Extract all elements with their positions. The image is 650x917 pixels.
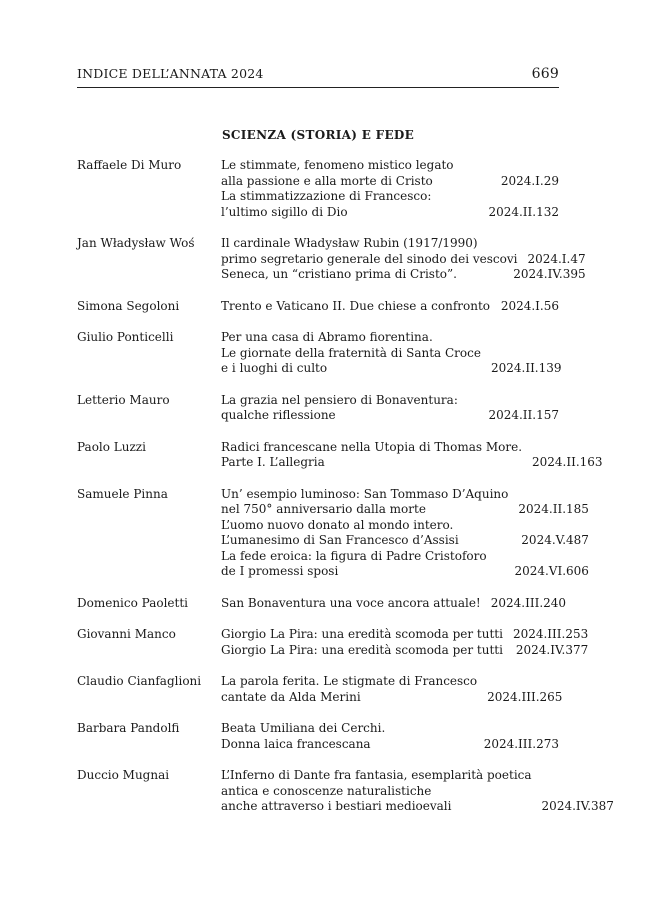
article-item [221, 643, 588, 659]
article-item [221, 393, 559, 424]
article-item [221, 596, 566, 612]
article-item [221, 440, 603, 471]
article-title-line: Seneca, un “cristiano prima di Cristo”. [221, 267, 457, 281]
author-name: Giulio Ponticelli [77, 330, 174, 344]
issue-reference: 2024.IV.377 [515, 642, 589, 657]
issue-reference: 2024.IV.387 [541, 799, 614, 813]
article-title [221, 518, 511, 549]
article-title [221, 627, 503, 643]
article-title-line: Donna laica francescana [221, 736, 371, 751]
article-title-line: Le stimmate, fenomeno mistico legato [221, 158, 454, 172]
author-name: Simona Segoloni [77, 298, 180, 313]
author-name: Letterio Mauro [77, 392, 170, 407]
article-title [221, 393, 478, 424]
running-title: INDICE DELL’ANNATA 2024 [77, 66, 264, 81]
article-item [221, 721, 559, 752]
article-item [221, 674, 562, 705]
article-list [221, 721, 559, 752]
article-list [221, 768, 614, 815]
article-title-line: primo segretario generale del sinodo dei vescovi [221, 251, 518, 266]
article-list [221, 674, 562, 705]
article-title [221, 643, 506, 659]
article-list [221, 236, 586, 283]
issue-reference: 2024.I.29 [500, 173, 559, 188]
author-name: Samuele Pinna [77, 486, 168, 501]
article-item [221, 236, 586, 267]
author-name: Duccio Mugnai [77, 768, 170, 782]
article-item [221, 549, 589, 580]
issue-reference: 2024.III.265 [487, 689, 563, 704]
article-title-line: L’umanesimo di San Francesco d’Assisi [221, 533, 459, 547]
article-title-line: Parte I. L’allegria [221, 455, 325, 469]
article-title-line: Un’ esempio luminoso: San Tommaso D’Aquino [221, 486, 509, 501]
article-item [221, 330, 562, 377]
issue-reference: 2024.V.487 [521, 533, 589, 547]
index-entry [77, 330, 562, 377]
author-name: Claudio Cianfaglioni [77, 674, 202, 688]
issue-reference: 2024.II.157 [488, 408, 559, 422]
index-entry [77, 768, 614, 815]
article-title [221, 768, 532, 815]
article-title-line: La parola ferita. Le stigmate di Francesco [221, 674, 478, 688]
article-title [221, 721, 474, 752]
index-entry [77, 158, 559, 220]
article-title-line: l’ultimo sigillo di Dio [221, 204, 348, 219]
article-title-line: Radici francescane nella Utopia di Thomas More. [221, 439, 523, 454]
article-title [221, 674, 477, 705]
article-list [221, 299, 559, 315]
issue-reference: 2024.II.139 [490, 361, 562, 375]
article-list [221, 393, 559, 424]
article-title-line: Per una casa di Abramo fiorentina. [221, 330, 433, 344]
article-title-line: L’uomo nuovo donato al mondo intero. [221, 517, 454, 532]
article-title-line: de I promessi sposi [221, 564, 339, 578]
issue-reference: 2024.II.185 [518, 502, 589, 516]
article-list [221, 330, 562, 377]
article-title [221, 549, 504, 580]
index-entry [77, 299, 559, 315]
index-entry [77, 236, 586, 283]
issue-reference: 2024.I.56 [500, 298, 559, 313]
issue-reference: 2024.III.253 [512, 627, 589, 641]
index-entry [77, 595, 567, 612]
article-title-line: nel 750° anniversario dalla morte [221, 502, 426, 516]
running-header [77, 66, 559, 82]
index-entry [77, 721, 559, 752]
article-title [221, 299, 491, 315]
article-title-line: La fede eroica: la figura di Padre Cristoforo [221, 548, 487, 563]
issue-reference: 2024.III.240 [490, 595, 567, 610]
article-title-line: L’Inferno di Dante fra fantasia, esemplarità poetica [221, 768, 532, 782]
article-item [221, 158, 559, 189]
article-title [221, 330, 481, 377]
article-title [221, 440, 522, 471]
article-title [221, 596, 481, 612]
article-list [221, 487, 589, 580]
article-title-line: Beata Umiliana dei Cerchi. [221, 721, 386, 735]
article-title-line: La stimmatizzazione di Francesco: [221, 189, 432, 203]
author-name: Barbara Pandolfi [77, 721, 180, 735]
article-title [221, 267, 503, 283]
author-name: Giovanni Manco [77, 627, 176, 641]
article-title-line: alla passione e alla morte di Cristo [221, 173, 433, 188]
article-item [221, 768, 614, 815]
article-title-line: Il cardinale Władysław Rubin (1917/1990) [221, 236, 478, 250]
article-title [221, 189, 478, 220]
article-title-line: antica e conoscenze naturalistiche [221, 783, 432, 798]
index-entry [77, 486, 589, 580]
page-number: 669 [531, 66, 559, 82]
index-entry [77, 439, 603, 471]
article-list [221, 158, 559, 220]
article-title-line: San Bonaventura una voce ancora attuale! [221, 595, 481, 610]
article-item [221, 299, 559, 315]
article-title [221, 158, 491, 189]
issue-reference: 2024.II.163 [532, 455, 603, 469]
article-title-line: e i luoghi di culto [221, 361, 328, 375]
article-item [221, 267, 586, 283]
article-title-line: cantate da Alda Merini [221, 689, 361, 704]
issue-reference: 2024.I.47 [527, 251, 586, 266]
article-title-line: La grazia nel pensiero di Bonaventura: [221, 392, 458, 407]
author-name: Jan Władysław Woś [77, 236, 195, 250]
article-title [221, 236, 517, 267]
issue-reference: 2024.VI.606 [514, 564, 589, 578]
article-title [221, 487, 508, 518]
article-list [221, 596, 566, 612]
issue-reference: 2024.IV.395 [513, 267, 586, 281]
article-list [221, 440, 603, 471]
author-name: Raffaele Di Muro [77, 158, 182, 172]
article-title-line: qualche riflessione [221, 408, 336, 422]
author-name: Domenico Paoletti [77, 595, 188, 610]
article-title-line: Le giornate della fraternità di Santa Croce [221, 345, 481, 360]
article-item [221, 627, 588, 643]
article-title-line: Giorgio La Pira: una eredità scomoda per tutti [221, 627, 503, 641]
article-title-line: Trento e Vaticano II. Due chiese a confronto [221, 298, 491, 313]
author-name: Paolo Luzzi [77, 439, 146, 454]
article-item [221, 518, 589, 549]
issue-reference: 2024.II.132 [488, 204, 559, 219]
section-title: SCIENZA (STORIA) E FEDE [221, 128, 415, 142]
issue-reference: 2024.III.273 [483, 736, 559, 751]
article-item [221, 189, 559, 220]
header-rule [77, 87, 559, 88]
index-entry [77, 674, 563, 705]
article-list [221, 627, 588, 658]
index-entries [77, 158, 614, 831]
article-item [221, 487, 589, 518]
index-entry [77, 393, 559, 424]
article-title-line: Giorgio La Pira: una eredità scomoda per tutti [221, 642, 503, 657]
article-title-line: anche attraverso i bestiari medioevali [221, 799, 452, 813]
index-entry [77, 627, 589, 658]
